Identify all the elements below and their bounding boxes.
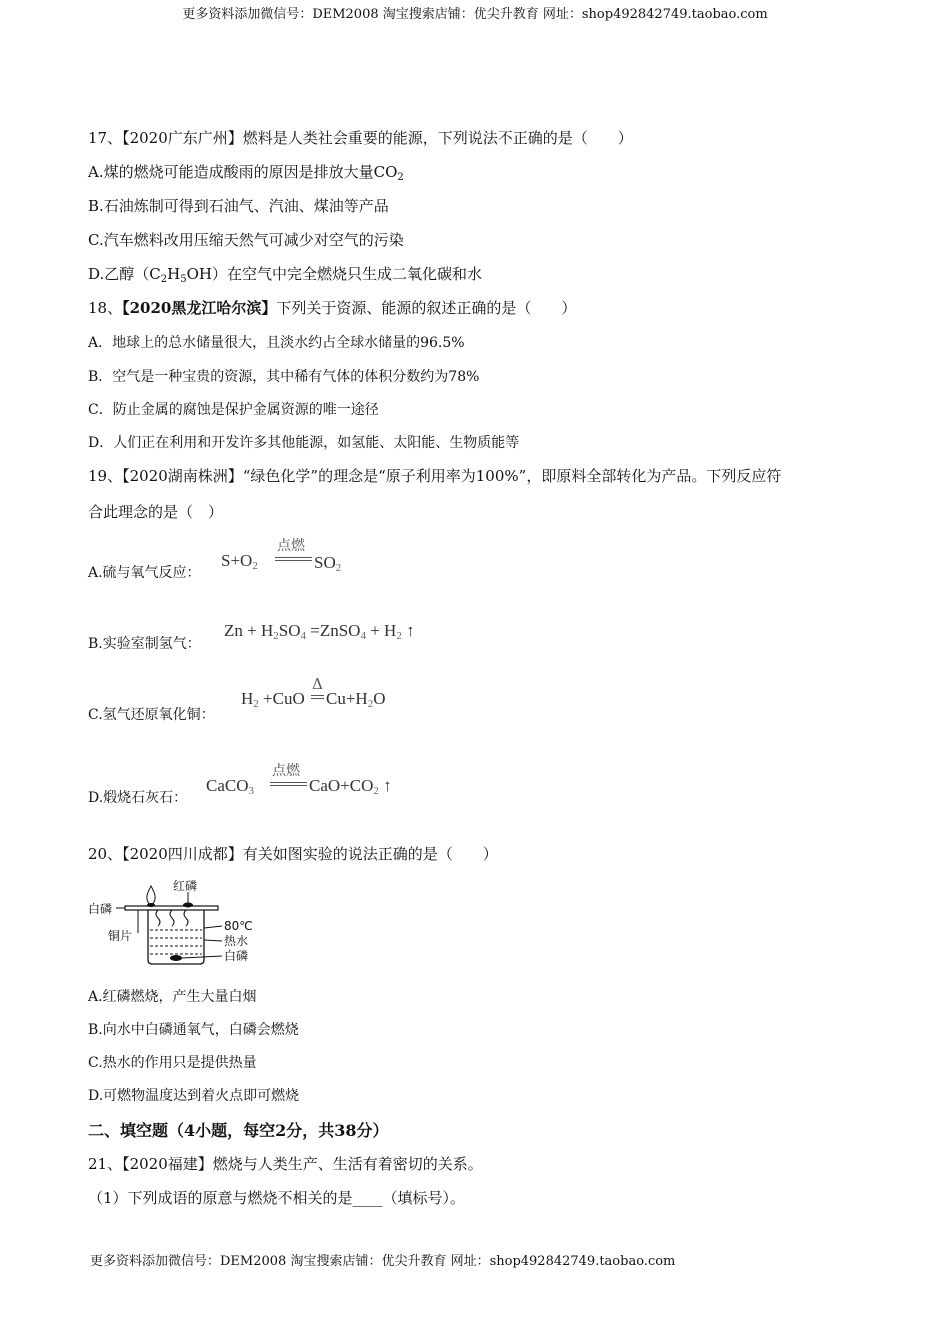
label-temperature: 80℃ (224, 919, 253, 933)
q17-option-a: A.煤的燃烧可能造成酸雨的原因是排放大量$CO_2$ (88, 163, 404, 183)
q19-eq-c-left: $H_2 +CuO$ (241, 689, 305, 710)
q19-eq-a-equals (275, 557, 312, 561)
q18-option-b: B．空气是一种宝贵的资源，其中稀有气体的体积分数约为78% (88, 369, 480, 385)
q20-option-d: D.可燃物温度达到着火点即可燃烧 (88, 1088, 300, 1104)
q19-eq-c-equals (311, 695, 324, 699)
q19-option-c-label: C.氢气还原氧化铜： (88, 707, 215, 723)
label-white-phosphorus-top: 白磷 (88, 902, 113, 916)
q19-eq-c-condition: Δ (312, 675, 323, 693)
q21-stem: 21、【2020福建】燃烧与人类生产、生活有着密切的关系。 (88, 1155, 483, 1173)
q19-option-d-label: D.煅烧石灰石： (88, 790, 188, 806)
q19-eq-d-left: CaCO$_3$ (206, 776, 254, 797)
q19-stem-line1: 19、【2020湖南株洲】“绿色化学”的理念是“原子利用率为100%”，即原料全部转化为产品。下列反应符 (88, 467, 782, 485)
combustion-experiment-diagram (88, 878, 268, 968)
q17-option-b: B.石油炼制可得到石油气、汽油、煤油等产品 (88, 197, 389, 215)
q17-option-d: D.乙醇$(C_2H_5OH)$在空气中完全燃烧只生成二氧化碳和水 (88, 265, 482, 285)
q17-stem: 17、【2020广东广州】燃料是人类社会重要的能源，下列说法不正确的是（ ） (88, 129, 633, 147)
q19-eq-a-condition: 点燃 (277, 538, 305, 554)
copper-plate (125, 906, 218, 910)
page-header: 更多资料添加微信号：DEM2008 淘宝搜索店铺：优尖升教育 网址：shop492842749.taobao.com (182, 7, 768, 22)
q18-option-c: C．防止金属的腐蚀是保护金属资源的唯一途径 (88, 402, 379, 418)
q20-option-a: A.红磷燃烧，产生大量白烟 (88, 989, 257, 1005)
label-hot-water: 热水 (224, 934, 249, 948)
q19-eq-b: $Zn + H_2SO_4$ =ZnSO$_4$ + $H_2$ ↑ (224, 621, 415, 642)
label-red-phosphorus: 红磷 (173, 879, 198, 893)
label-copper-sheet: 铜片 (108, 929, 133, 943)
page-footer: 更多资料添加微信号：DEM2008 淘宝搜索店铺：优尖升教育 网址：shop492842749.taobao.com (90, 1254, 676, 1269)
q19-option-b-label: B.实验室制氢气： (88, 636, 201, 652)
q19-eq-a-left: $S+O_2$ (221, 551, 258, 572)
q19-eq-d-right: $CaO+CO_2$ ↑ (309, 776, 392, 797)
q18-option-a: A．地球上的总水储量很大，且淡水约占全球水储量的96.5% (88, 335, 465, 351)
q21-sub1: （1）下列成语的原意与燃烧不相关的是____（填标号）。 (88, 1189, 466, 1207)
q18-stem: 18、【2020黑龙江哈尔滨】下列关于资源、能源的叙述正确的是（ ） (88, 299, 577, 317)
q18-option-d: D．人们正在利用和开发许多其他能源，如氢能、太阳能、生物质能等 (88, 435, 520, 451)
q17-option-c: C.汽车燃料改用压缩天然气可减少对空气的污染 (88, 231, 404, 249)
q20-stem: 20、【2020四川成都】有关如图实验的说法正确的是（ ） (88, 845, 498, 863)
q19-option-a-label: A.硫与氧气反应： (88, 565, 201, 581)
q19-eq-c-right: $Cu+H_2O$ (326, 689, 386, 710)
q19-eq-d-condition: 点燃 (272, 763, 300, 779)
q20-option-c: C.热水的作用只是提供热量 (88, 1055, 257, 1071)
q19-eq-a-right: $SO_2$ (314, 553, 342, 574)
label-white-phosphorus-bottom: 白磷 (224, 949, 249, 963)
q19-eq-d-equals (270, 782, 307, 786)
section-heading: 二、填空题（4小题，每空2分，共38分） (88, 1121, 389, 1140)
q20-option-b: B.向水中白磷通氧气，白磷会燃烧 (88, 1022, 299, 1038)
q19-stem-line2: 合此理念的是（ ） (88, 503, 224, 521)
flame-icon (147, 886, 155, 905)
